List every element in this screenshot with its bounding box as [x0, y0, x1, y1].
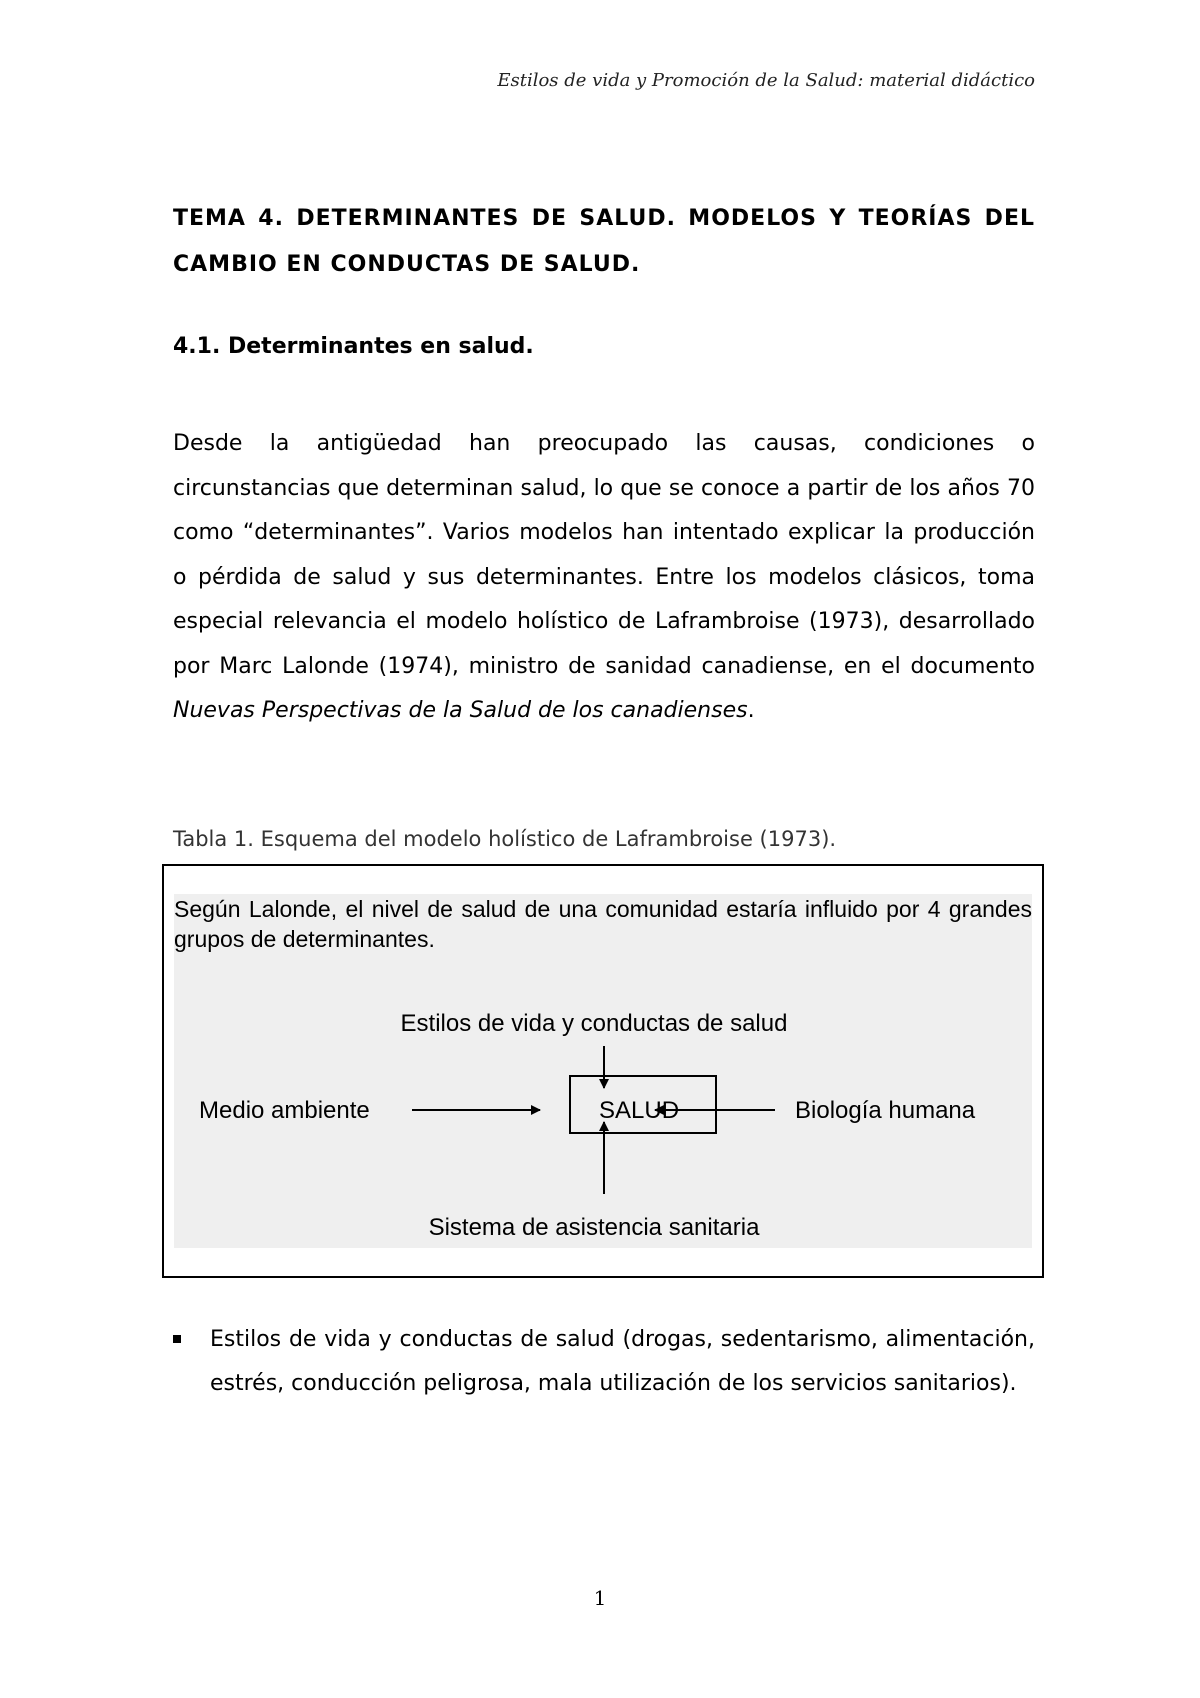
paragraph-end: . [747, 698, 755, 723]
table-intro: Según Lalonde, el nivel de salud de una comunidad estaría influido por 4 grandes grupos de determinantes. [174, 896, 1032, 952]
table-content [174, 894, 1032, 1248]
label-center: SALUD [599, 1097, 680, 1124]
bullet-square-icon [173, 1335, 181, 1343]
list-item-text: Estilos de vida y conductas de salud (drogas, sedentarismo, alimentación, estrés, conducción peligrosa, mala utilización de los servicios sanitarios). [210, 1327, 1035, 1396]
label-bottom: Sistema de asistencia sanitaria [428, 1214, 760, 1241]
table-caption: Tabla 1. Esquema del modelo holístico de Laframbroise (1973). [173, 827, 837, 851]
label-right: Biología humana [795, 1097, 976, 1124]
section-title: 4.1. Determinantes en salud. [173, 334, 534, 359]
label-left: Medio ambiente [199, 1097, 370, 1124]
running-header: Estilos de vida y Promoción de la Salud: material didáctico [497, 70, 1035, 91]
page-number: 1 [593, 1586, 607, 1610]
intro-paragraph [173, 422, 1035, 734]
document-title-italic: Nuevas Perspectivas de la Salud de los canadienses [173, 698, 748, 723]
model-table [162, 864, 1044, 1278]
label-top: Estilos de vida y conductas de salud [400, 1010, 788, 1037]
lalonde-diagram [174, 894, 1036, 1252]
chapter-title: TEMA 4. DETERMINANTES DE SALUD. MODELOS Y TEORÍAS DEL CAMBIO EN CONDUCTAS DE SALUD. [173, 206, 1035, 277]
list-item [173, 1318, 1035, 1406]
paragraph-text: Desde la antigüedad han preocupado las causas, condiciones o circunstancias que determinan salud, lo que se conoce a partir de los años 70 como “determinantes”. Varios modelos han intentado explicar la producción o pérdida de salud y sus determinantes. Entre los modelos clásicos, toma especial relevancia el modelo holístico de Laframbroise (1973), desarrollado por Marc Lalonde (1974), ministro de sanidad canadiense, en el documento [173, 431, 1035, 679]
